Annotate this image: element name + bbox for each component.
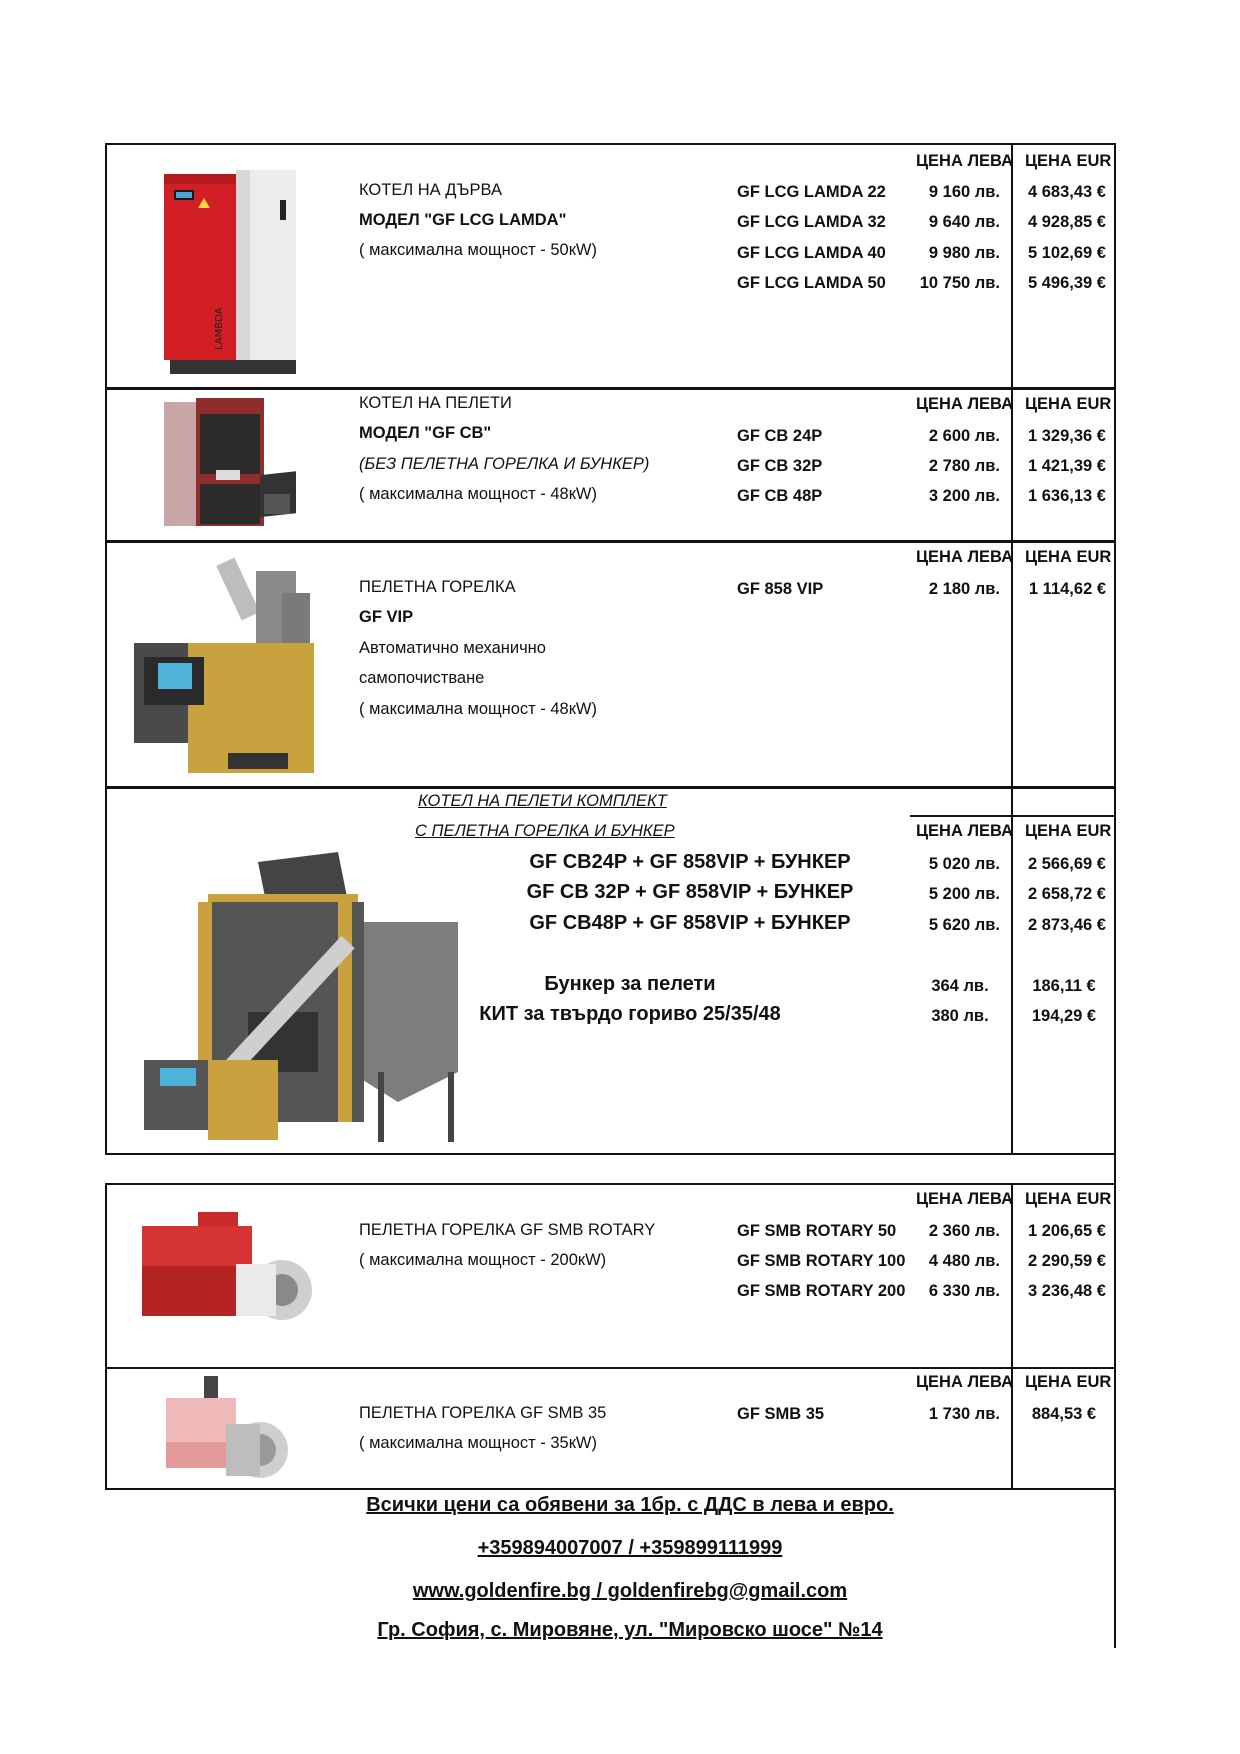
smb35-line2: ( максимална мощност - 35кW) xyxy=(359,1434,597,1452)
table-row-model: GF SMB 35 xyxy=(737,1405,825,1423)
kit-extra-bgn: 364 лв. xyxy=(931,977,989,995)
header-price-bgn: ЦЕНА ЛЕВА xyxy=(916,822,1014,840)
table-row-bgn: 2 600 лв. xyxy=(928,427,1000,445)
kit-boiler-image xyxy=(138,842,468,1148)
kit-header-line xyxy=(910,815,1116,817)
table-row-model: GF CB 24P xyxy=(737,427,823,445)
kit-extra-name: Бункер за пелети xyxy=(544,973,716,995)
table-row-bgn: 2 780 лв. xyxy=(928,457,1000,475)
kit-row-name: GF CB24P + GF 858VIP + БУНКЕР xyxy=(529,851,851,873)
header-price-bgn: ЦЕНА ЛЕВА xyxy=(916,548,1014,566)
footer-note: Всички цени са обявени за 1бр. с ДДС в лева и евро. xyxy=(366,1494,894,1516)
kit-extra-name: КИТ за твърдо гориво 25/35/48 xyxy=(479,1003,781,1025)
vip-line4: самопочистване xyxy=(359,669,485,687)
header-price-eur: ЦЕНА EUR xyxy=(1025,152,1112,170)
table-row-eur: 1 329,36 € xyxy=(1028,427,1106,445)
kit-row-bgn: 5 620 лв. xyxy=(928,916,1000,934)
rotary-line2: ( максимална мощност - 200кW) xyxy=(359,1251,607,1269)
lamda-image-label: LAMBDA xyxy=(214,307,225,350)
vip-line5: ( максимална мощност - 48кW) xyxy=(359,700,597,718)
table-row-eur: 2 290,59 € xyxy=(1028,1252,1106,1270)
col-divider xyxy=(1011,143,1013,389)
table-row-eur: 4 928,85 € xyxy=(1028,213,1106,231)
table-row-bgn: 10 750 лв. xyxy=(919,274,1000,292)
kit-row-eur: 2 566,69 € xyxy=(1028,855,1106,873)
cb-line3: (БЕЗ ПЕЛЕТНА ГОРЕЛКА И БУНКЕР) xyxy=(359,455,650,473)
header-price-bgn: ЦЕНА ЛЕВА xyxy=(916,152,1014,170)
cb-boiler-image xyxy=(156,394,306,534)
table-row-bgn: 2 360 лв. xyxy=(928,1222,1000,1240)
table-row-model: GF LCG LAMDA 50 xyxy=(737,274,886,292)
header-price-bgn: ЦЕНА ЛЕВА xyxy=(916,395,1014,413)
header-price-bgn: ЦЕНА ЛЕВА xyxy=(916,1190,1014,1208)
table-row-model: GF LCG LAMDA 22 xyxy=(737,183,886,201)
table-row-eur: 1 114,62 € xyxy=(1028,580,1106,598)
smb35-burner-image xyxy=(160,1372,296,1488)
right-border xyxy=(1114,1155,1116,1185)
kit-row-bgn: 5 200 лв. xyxy=(928,885,1000,903)
lamda-line1: КОТЕЛ НА ДЪРВА xyxy=(359,181,502,199)
table-row-bgn: 9 640 лв. xyxy=(928,213,1000,231)
kit-row-eur: 2 873,46 € xyxy=(1028,916,1106,934)
rotary-line1: ПЕЛЕТНА ГОРЕЛКА GF SMB ROTARY xyxy=(359,1221,656,1239)
table-row-model: GF SMB ROTARY 200 xyxy=(737,1282,906,1300)
vip-line1: ПЕЛЕТНА ГОРЕЛКА xyxy=(359,578,516,596)
table-row-model: GF 858 VIP xyxy=(737,580,824,598)
kit-row-name: GF CB 32P + GF 858VIP + БУНКЕР xyxy=(526,881,854,903)
table-row-model: GF CB 48P xyxy=(737,487,823,505)
footer-address: Гр. София, с. Мировяне, ул. "Мировско шосе" №14 xyxy=(377,1619,883,1641)
header-price-eur: ЦЕНА EUR xyxy=(1025,548,1112,566)
vip-line3: Автоматично механично xyxy=(359,639,546,657)
kit-title1: КОТЕЛ НА ПЕЛЕТИ КОМПЛЕКТ xyxy=(418,792,667,810)
table-row-bgn: 2 180 лв. xyxy=(928,580,1000,598)
cb-line1: КОТЕЛ НА ПЕЛЕТИ xyxy=(359,394,512,412)
table-row-model: GF CB 32P xyxy=(737,457,823,475)
table-row-eur: 1 206,65 € xyxy=(1028,1222,1106,1240)
table-row-model: GF LCG LAMDA 32 xyxy=(737,213,886,231)
kit-extra-bgn: 380 лв. xyxy=(931,1007,989,1025)
vip-burner-image xyxy=(128,553,358,783)
table-row-eur: 5 102,69 € xyxy=(1028,244,1106,262)
table-row-eur: 4 683,43 € xyxy=(1028,183,1106,201)
header-price-eur: ЦЕНА EUR xyxy=(1025,395,1112,413)
cb-line4: ( максимална мощност - 48кW) xyxy=(359,485,597,503)
header-price-eur: ЦЕНА EUR xyxy=(1025,1190,1112,1208)
kit-title2: С ПЕЛЕТНА ГОРЕЛКА И БУНКЕР xyxy=(415,822,675,840)
table-row-model: GF LCG LAMDA 40 xyxy=(737,244,886,262)
header-price-eur: ЦЕНА EUR xyxy=(1025,822,1112,840)
table-row-bgn: 1 730 лв. xyxy=(928,1405,1000,1423)
table-row-bgn: 9 160 лв. xyxy=(928,183,1000,201)
lamda-line2: МОДЕЛ "GF LCG LAMDA" xyxy=(359,211,567,229)
table-row-eur: 1 421,39 € xyxy=(1028,457,1106,475)
header-price-bgn: ЦЕНА ЛЕВА xyxy=(916,1373,1014,1391)
col-divider xyxy=(1011,787,1013,1155)
table-row-bgn: 3 200 лв. xyxy=(928,487,1000,505)
table-row-eur: 884,53 € xyxy=(1031,1405,1097,1423)
cb-line2: МОДЕЛ "GF CB" xyxy=(359,424,492,442)
table-row-eur: 3 236,48 € xyxy=(1028,1282,1106,1300)
table-row-bgn: 6 330 лв. xyxy=(928,1282,1000,1300)
footer-phones[interactable]: +359894007007 / +359899111999 xyxy=(477,1537,783,1559)
table-row-eur: 1 636,13 € xyxy=(1028,487,1106,505)
col-divider xyxy=(1011,1183,1013,1369)
kit-extra-eur: 186,11 € xyxy=(1032,977,1096,995)
table-row-model: GF SMB ROTARY 50 xyxy=(737,1222,897,1240)
kit-extra-eur: 194,29 € xyxy=(1031,1007,1097,1025)
table-row-bgn: 9 980 лв. xyxy=(928,244,1000,262)
kit-row-eur: 2 658,72 € xyxy=(1028,885,1106,903)
right-border xyxy=(1114,1490,1116,1648)
lamda-line3: ( максимална мощност - 50кW) xyxy=(359,241,597,259)
rotary-burner-image xyxy=(136,1206,316,1330)
header-price-eur: ЦЕНА EUR xyxy=(1025,1373,1112,1391)
table-row-eur: 5 496,39 € xyxy=(1028,274,1106,292)
table-row-bgn: 4 480 лв. xyxy=(928,1252,1000,1270)
kit-row-name: GF CB48P + GF 858VIP + БУНКЕР xyxy=(529,912,851,934)
smb35-line1: ПЕЛЕТНА ГОРЕЛКА GF SMB 35 xyxy=(359,1404,607,1422)
vip-line2: GF VIP xyxy=(359,608,414,626)
lamda-boiler-image xyxy=(150,160,310,380)
footer-web[interactable]: www.goldenfire.bg / goldenfirebg@gmail.com xyxy=(412,1580,848,1602)
table-row-model: GF SMB ROTARY 100 xyxy=(737,1252,906,1270)
kit-row-bgn: 5 020 лв. xyxy=(928,855,1000,873)
